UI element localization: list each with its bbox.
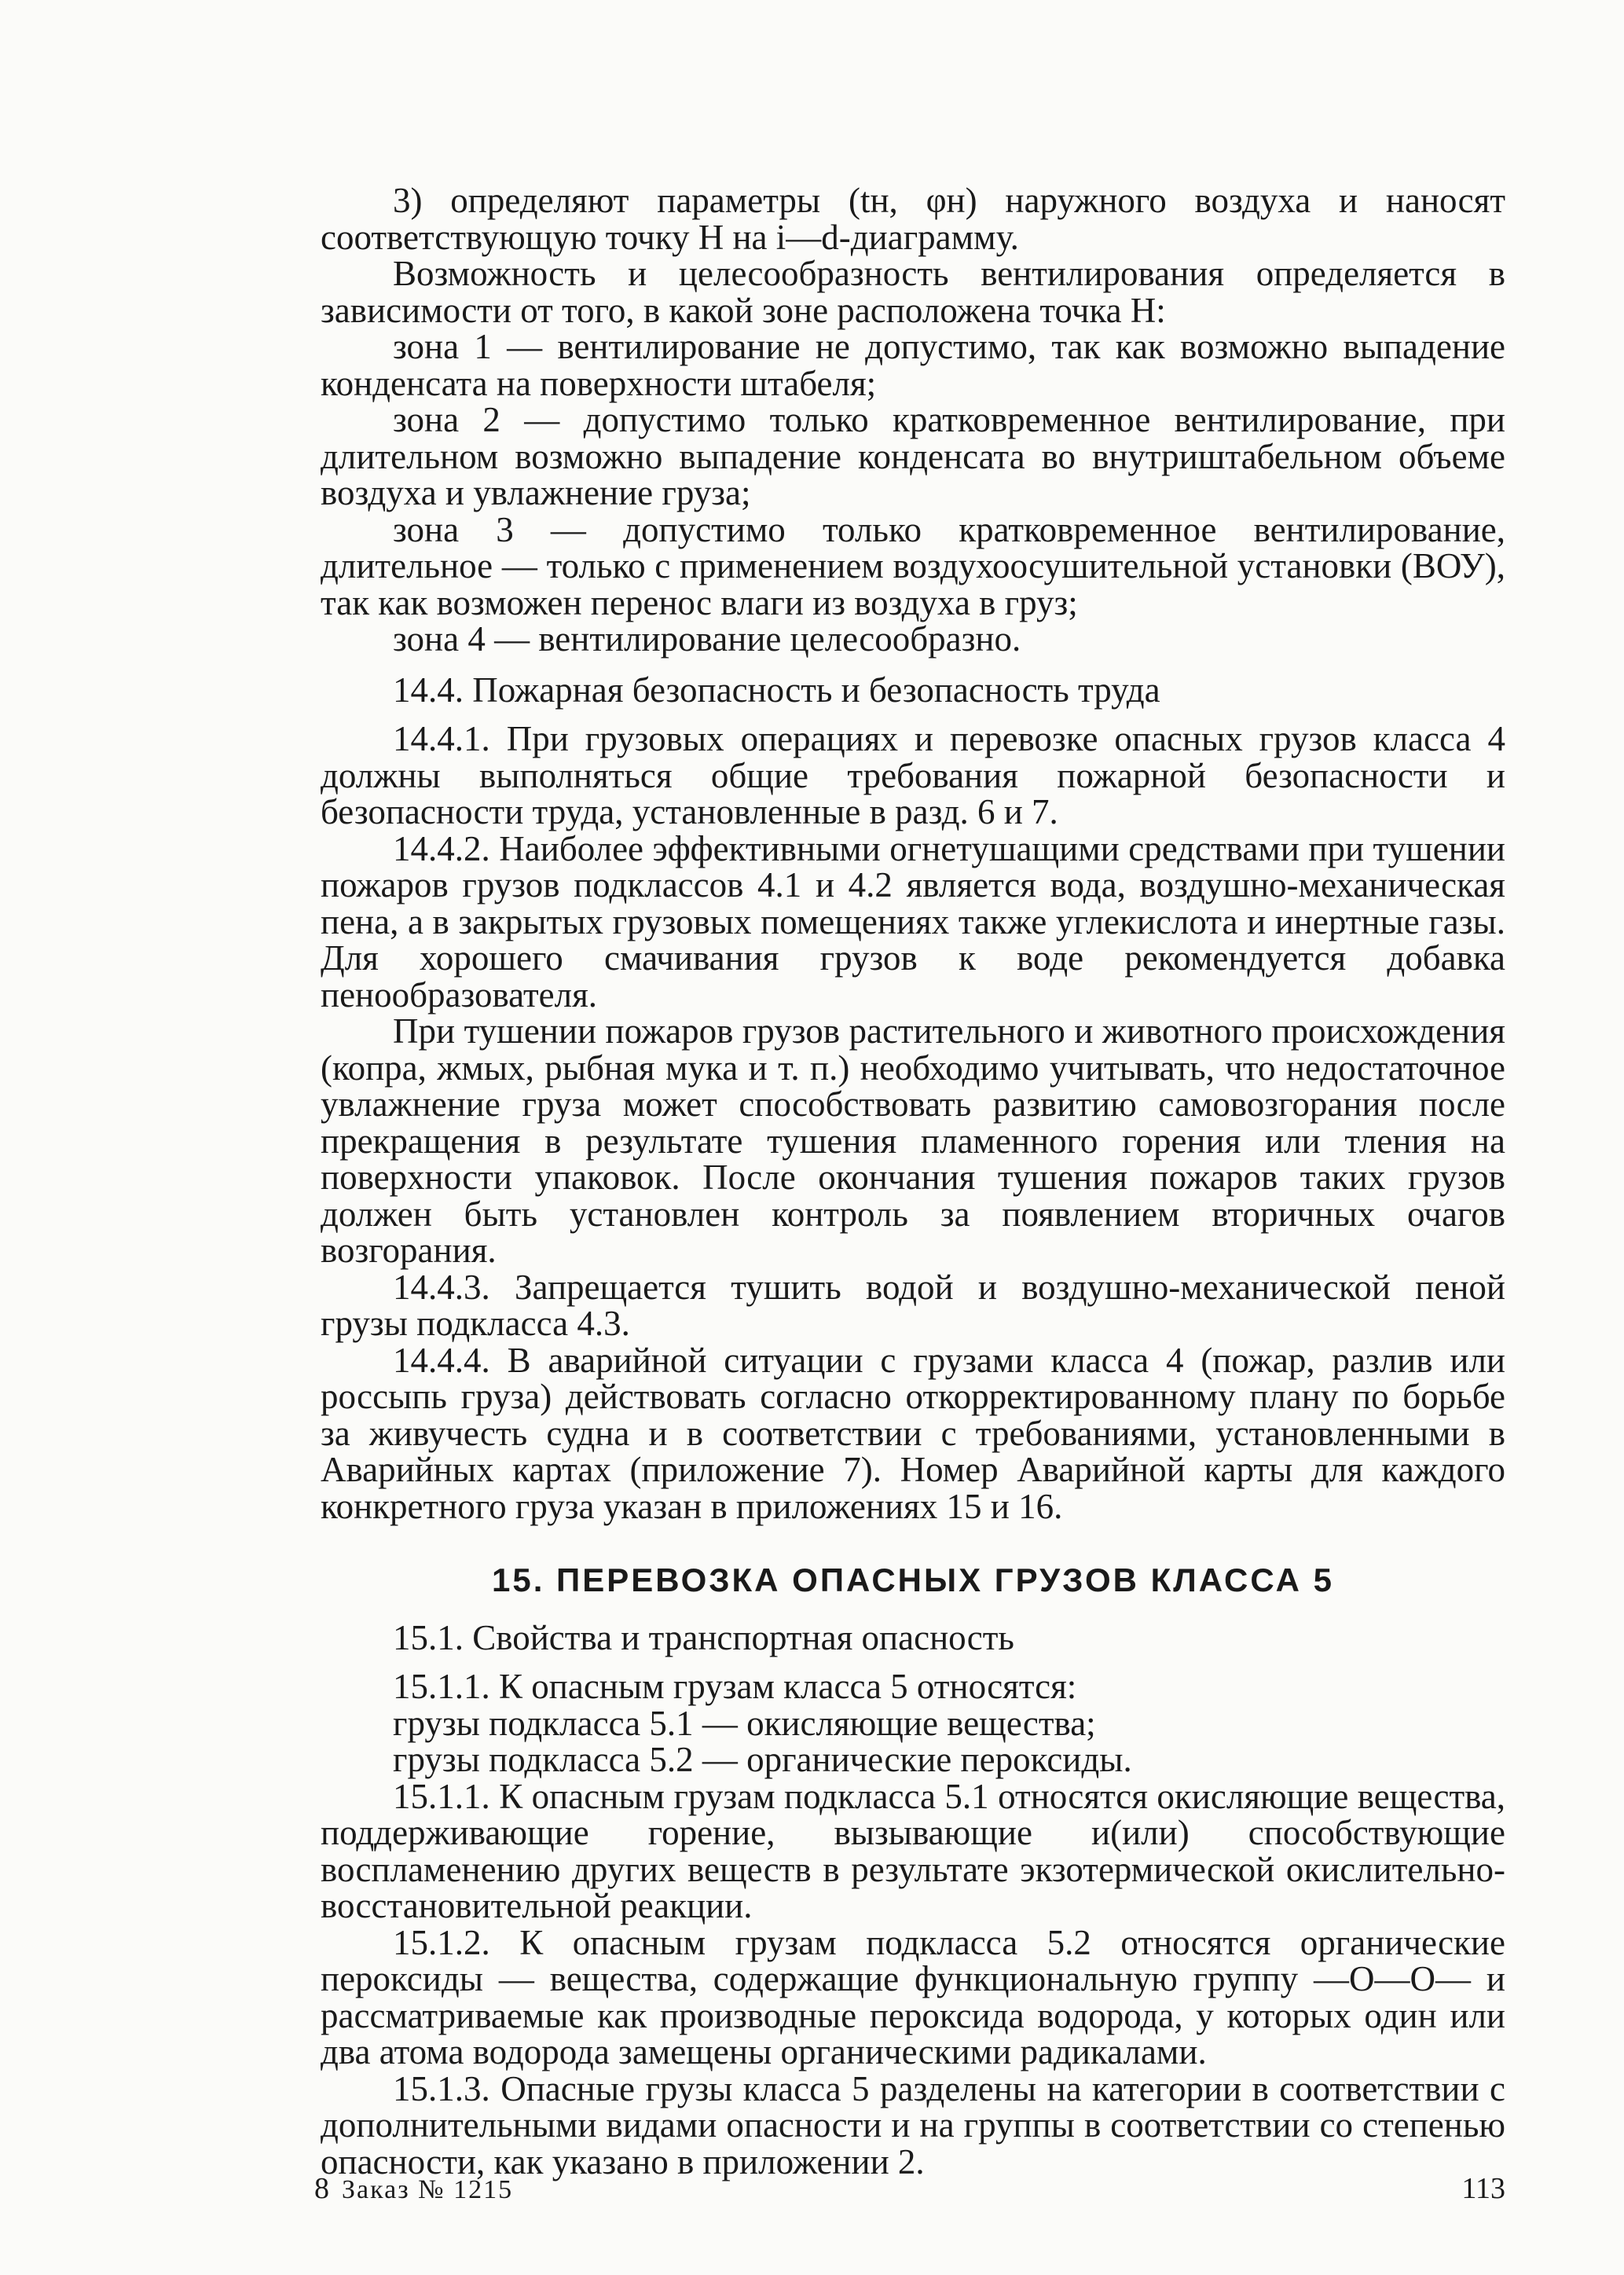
paragraph: 14.4.1. При грузовых операциях и перевозке опасных грузов класса 4 должны выполняться общие требования пожарной безопасности и безопасности труда, установленные в разд. 6 и 7. (321, 719, 1505, 831)
page-body (321, 182, 1505, 2180)
paragraph: 14.4.2. Наиболее эффективными огнетушащими средствами при тушении пожаров грузов подклассов 4.1 и 4.2 является вода, воздушно-механическая пена, а в закрытых грузовых помещениях также углекислота и инертные газы. Для хорошего смачивания грузов к воде рекомендуется добавка пенообразователя. (321, 828, 1505, 1015)
list-item: зона 3 — допустимо только кратковременное вентилирование, длительное — только с применением воздухоосушительной установки (ВОУ), так как возможен перенос влаги из воздуха в груз; (321, 509, 1505, 622)
list-item: грузы подкласса 5.2 — органические пероксиды. (393, 1740, 1132, 1779)
paragraph: 15.1.1. К опасным грузам класса 5 относятся: (393, 1667, 1077, 1706)
signature-mark: 8 (314, 2172, 331, 2205)
paragraph: 15.1.2. К опасным грузам подкласса 5.2 относятся органические пероксиды — вещества, содержащие функциональную группу —O—O— и рассматриваемые как производные пероксида водорода, у которых один или два атома водорода замещены органическими радикалами. (321, 1922, 1505, 2071)
print-order-note (314, 2170, 513, 2209)
paragraph: 14.4.3. Запрещается тушить водой и воздушно-механической пеной грузы подкласса 4.3. (321, 1267, 1505, 1343)
paragraph: 14.4.4. В аварийной ситуации с грузами класса 4 (пожар, разлив или россыпь груза) действовать согласно откорректированному плану по борьбе за живучесть судна и в соответствии с требованиями, установленными в Аварийных картах (приложение 7). Номер Аварийной карты для каждого конкретного груза указан в приложениях 15 и 16. (321, 1340, 1505, 1526)
order-number: Заказ № 1215 (342, 2175, 514, 2204)
list-item: зона 2 — допустимо только кратковременное вентилирование, при длительном возможно выпадение конденсата во внутриштабельном объеме воздуха и увлажнение груза; (321, 400, 1505, 512)
page-number: 113 (1461, 2172, 1505, 2205)
list-item: зона 4 — вентилирование целесообразно. (393, 619, 1021, 659)
list-item: зона 1 — вентилирование не допустимо, так как возможно выпадение конденсата на поверхности штабеля; (321, 327, 1505, 403)
paragraph: 15.1.1. К опасным грузам подкласса 5.1 относятся окисляющие вещества, поддерживающие горение, вызывающие и(или) способствующие воспламенению других веществ в результате экзотермической окислительно-восстановительной реакции. (321, 1776, 1505, 1925)
chapter-heading: 15. ПЕРЕВОЗКА ОПАСНЫХ ГРУЗОВ КЛАССА 5 (492, 1561, 1334, 1598)
list-item: грузы подкласса 5.1 — окисляющие вещества; (393, 1703, 1096, 1743)
paragraph: При тушении пожаров грузов растительного и животного происхождения (копра, жмых, рыбная мука и т. п.) необходимо учитывать, что недостаточное увлажнение груза может способствовать развитию самовозгорания после прекращения в результате тушения пламенного горения или тления на поверхности упаковок. После окончания тушения пожаров таких грузов должен быть установлен контроль за появлением вторичных очагов возгорания. (321, 1011, 1505, 1270)
paragraph: 15.1.3. Опасные грузы класса 5 разделены на категории в соответствии с дополнительными видами опасности и на группы в соответствии со степенью опасности, как указано в приложении 2. (321, 2068, 1505, 2181)
section-subheading: 15.1. Свойства и транспортная опасность (393, 1617, 1014, 1657)
paragraph: 3) определяют параметры (tн, φн) наружного воздуха и наносят соответствующую точку H на i—d-диаграмму. (321, 181, 1505, 257)
section-subheading: 14.4. Пожарная безопасность и безопасность труда (393, 670, 1160, 710)
paragraph: Возможность и целесообразность вентилирования определяется в зависимости от того, в какой зоне расположена точка H: (321, 254, 1505, 330)
